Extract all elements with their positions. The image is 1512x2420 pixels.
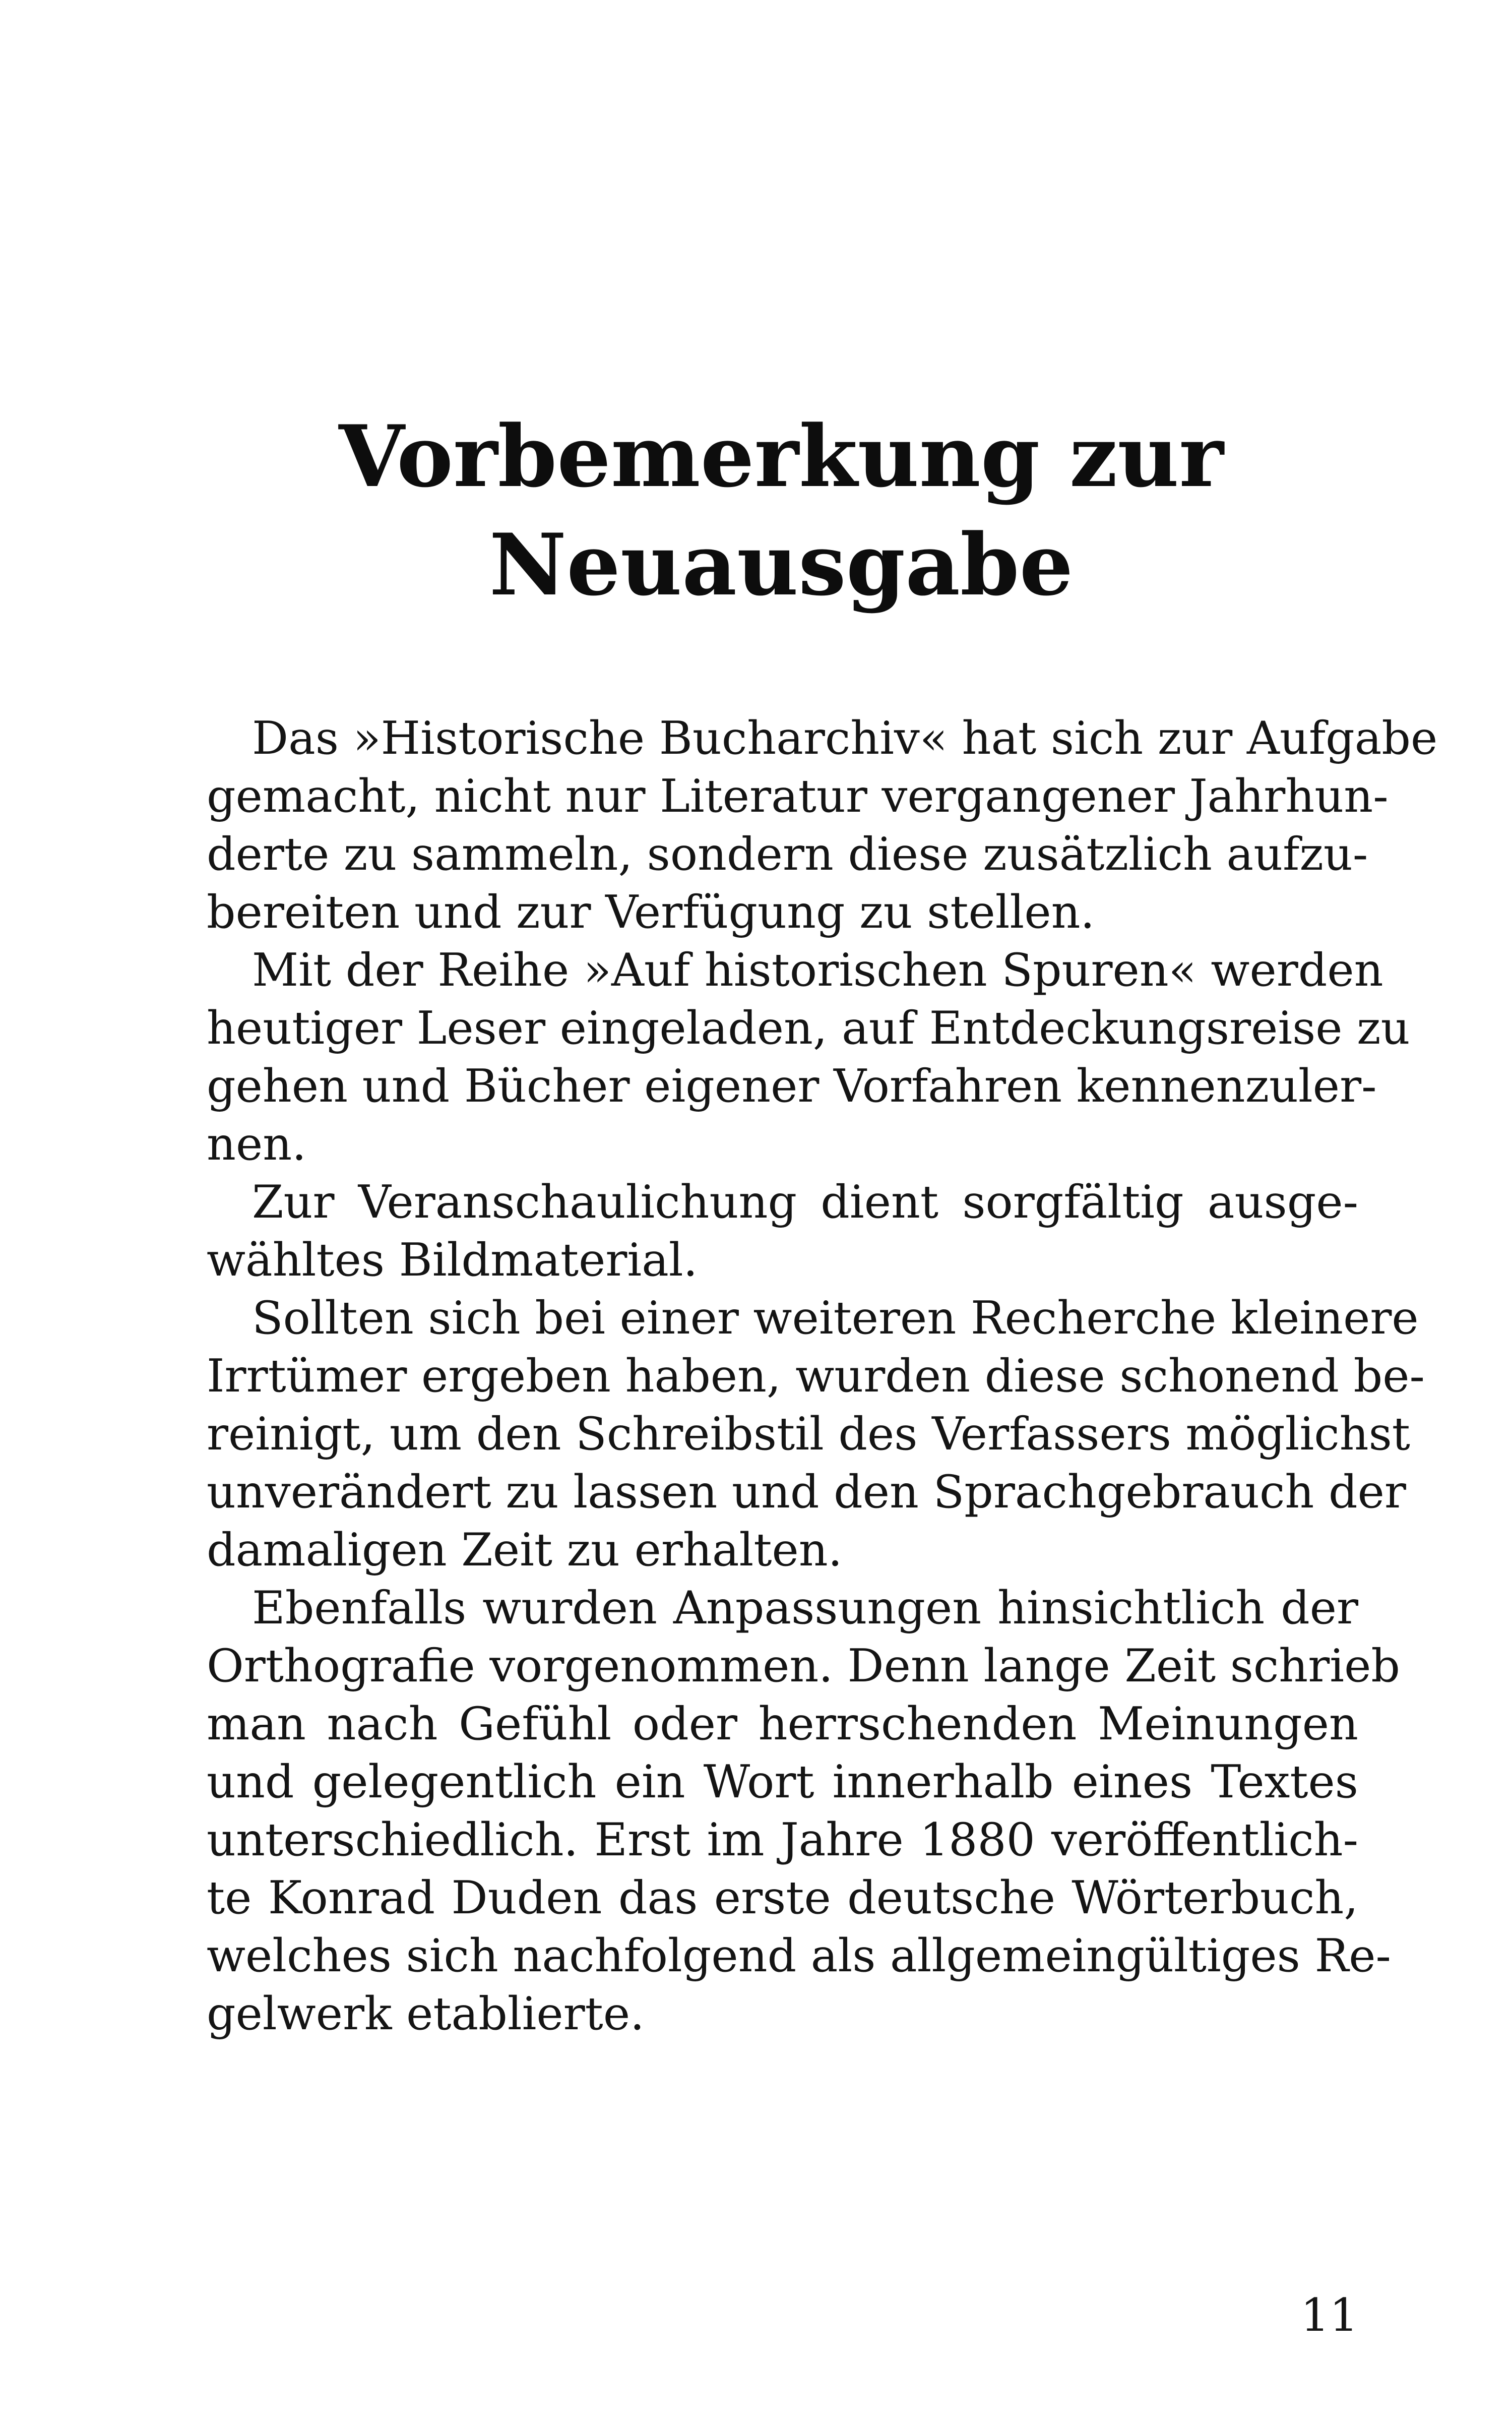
paragraph-5-line-3: man nach Gefühl oder herrschenden Meinungen [207, 1698, 1358, 1750]
paragraph-4-line-5: damaligen Zeit zu erhalten. [207, 1524, 843, 1577]
paragraph-5-line-4: und gelegentlich ein Wort innerhalb eines Textes [207, 1756, 1358, 1808]
paragraph-4-line-3: reinigt, um den Schreibstil des Verfassers möglichst [207, 1408, 1410, 1461]
chapter-title-line-2: Neuausgabe [489, 515, 1074, 615]
paragraph-3-line-2: wähltes Bildmaterial. [207, 1234, 698, 1287]
paragraph-5-line-6: te Konrad Duden das erste deutsche Wörterbuch, [207, 1871, 1358, 1924]
paragraph-2-line-2: heutiger Leser eingeladen, auf Entdeckungsreise zu [207, 1002, 1410, 1055]
paragraph-5-line-2: Orthografie vorgenommen. Denn lange Zeit schrieb [207, 1640, 1400, 1692]
page-number: 11 [1300, 2289, 1358, 2342]
paragraph-2-line-1: Mit der Reihe »Auf historischen Spuren« werden [252, 944, 1383, 997]
paragraph-2-line-3: gehen und Bücher eigener Vorfahren kennenzuler- [207, 1060, 1377, 1113]
paragraph-1-line-4: bereiten und zur Verfügung zu stellen. [207, 886, 1095, 939]
paragraph-4-line-4: unverändert zu lassen und den Sprachgebrauch der [207, 1466, 1406, 1519]
paragraph-4-line-1: Sollten sich bei einer weiteren Recherche kleinere [252, 1292, 1419, 1345]
paragraph-1-line-2: gemacht, nicht nur Literatur vergangener Jahrhun- [207, 770, 1389, 823]
paragraph-2-line-4: nen. [207, 1118, 306, 1171]
paragraph-1-line-1: Das »Historische Bucharchiv« hat sich zur Aufgabe [252, 712, 1438, 765]
paragraph-3-line-1: Zur Veranschaulichung dient sorgfältig ausge- [252, 1176, 1358, 1229]
paragraph-5-line-1: Ebenfalls wurden Anpassungen hinsichtlich der [252, 1582, 1358, 1635]
paragraph-4-line-2: Irrtümer ergeben haben, wurden diese schonend be- [207, 1350, 1425, 1403]
chapter-title-line-1: Vorbemerkung zur [339, 406, 1224, 506]
paragraph-1-line-3: derte zu sammeln, sondern diese zusätzlich aufzu- [207, 828, 1368, 881]
paragraph-5-line-7: welches sich nachfolgend als allgemeingültiges Re- [207, 1929, 1391, 1982]
paragraph-5-line-5: unterschiedlich. Erst im Jahre 1880 veröffentlich- [207, 1813, 1358, 1866]
paragraph-5-line-8: gelwerk etablierte. [207, 1987, 645, 2040]
